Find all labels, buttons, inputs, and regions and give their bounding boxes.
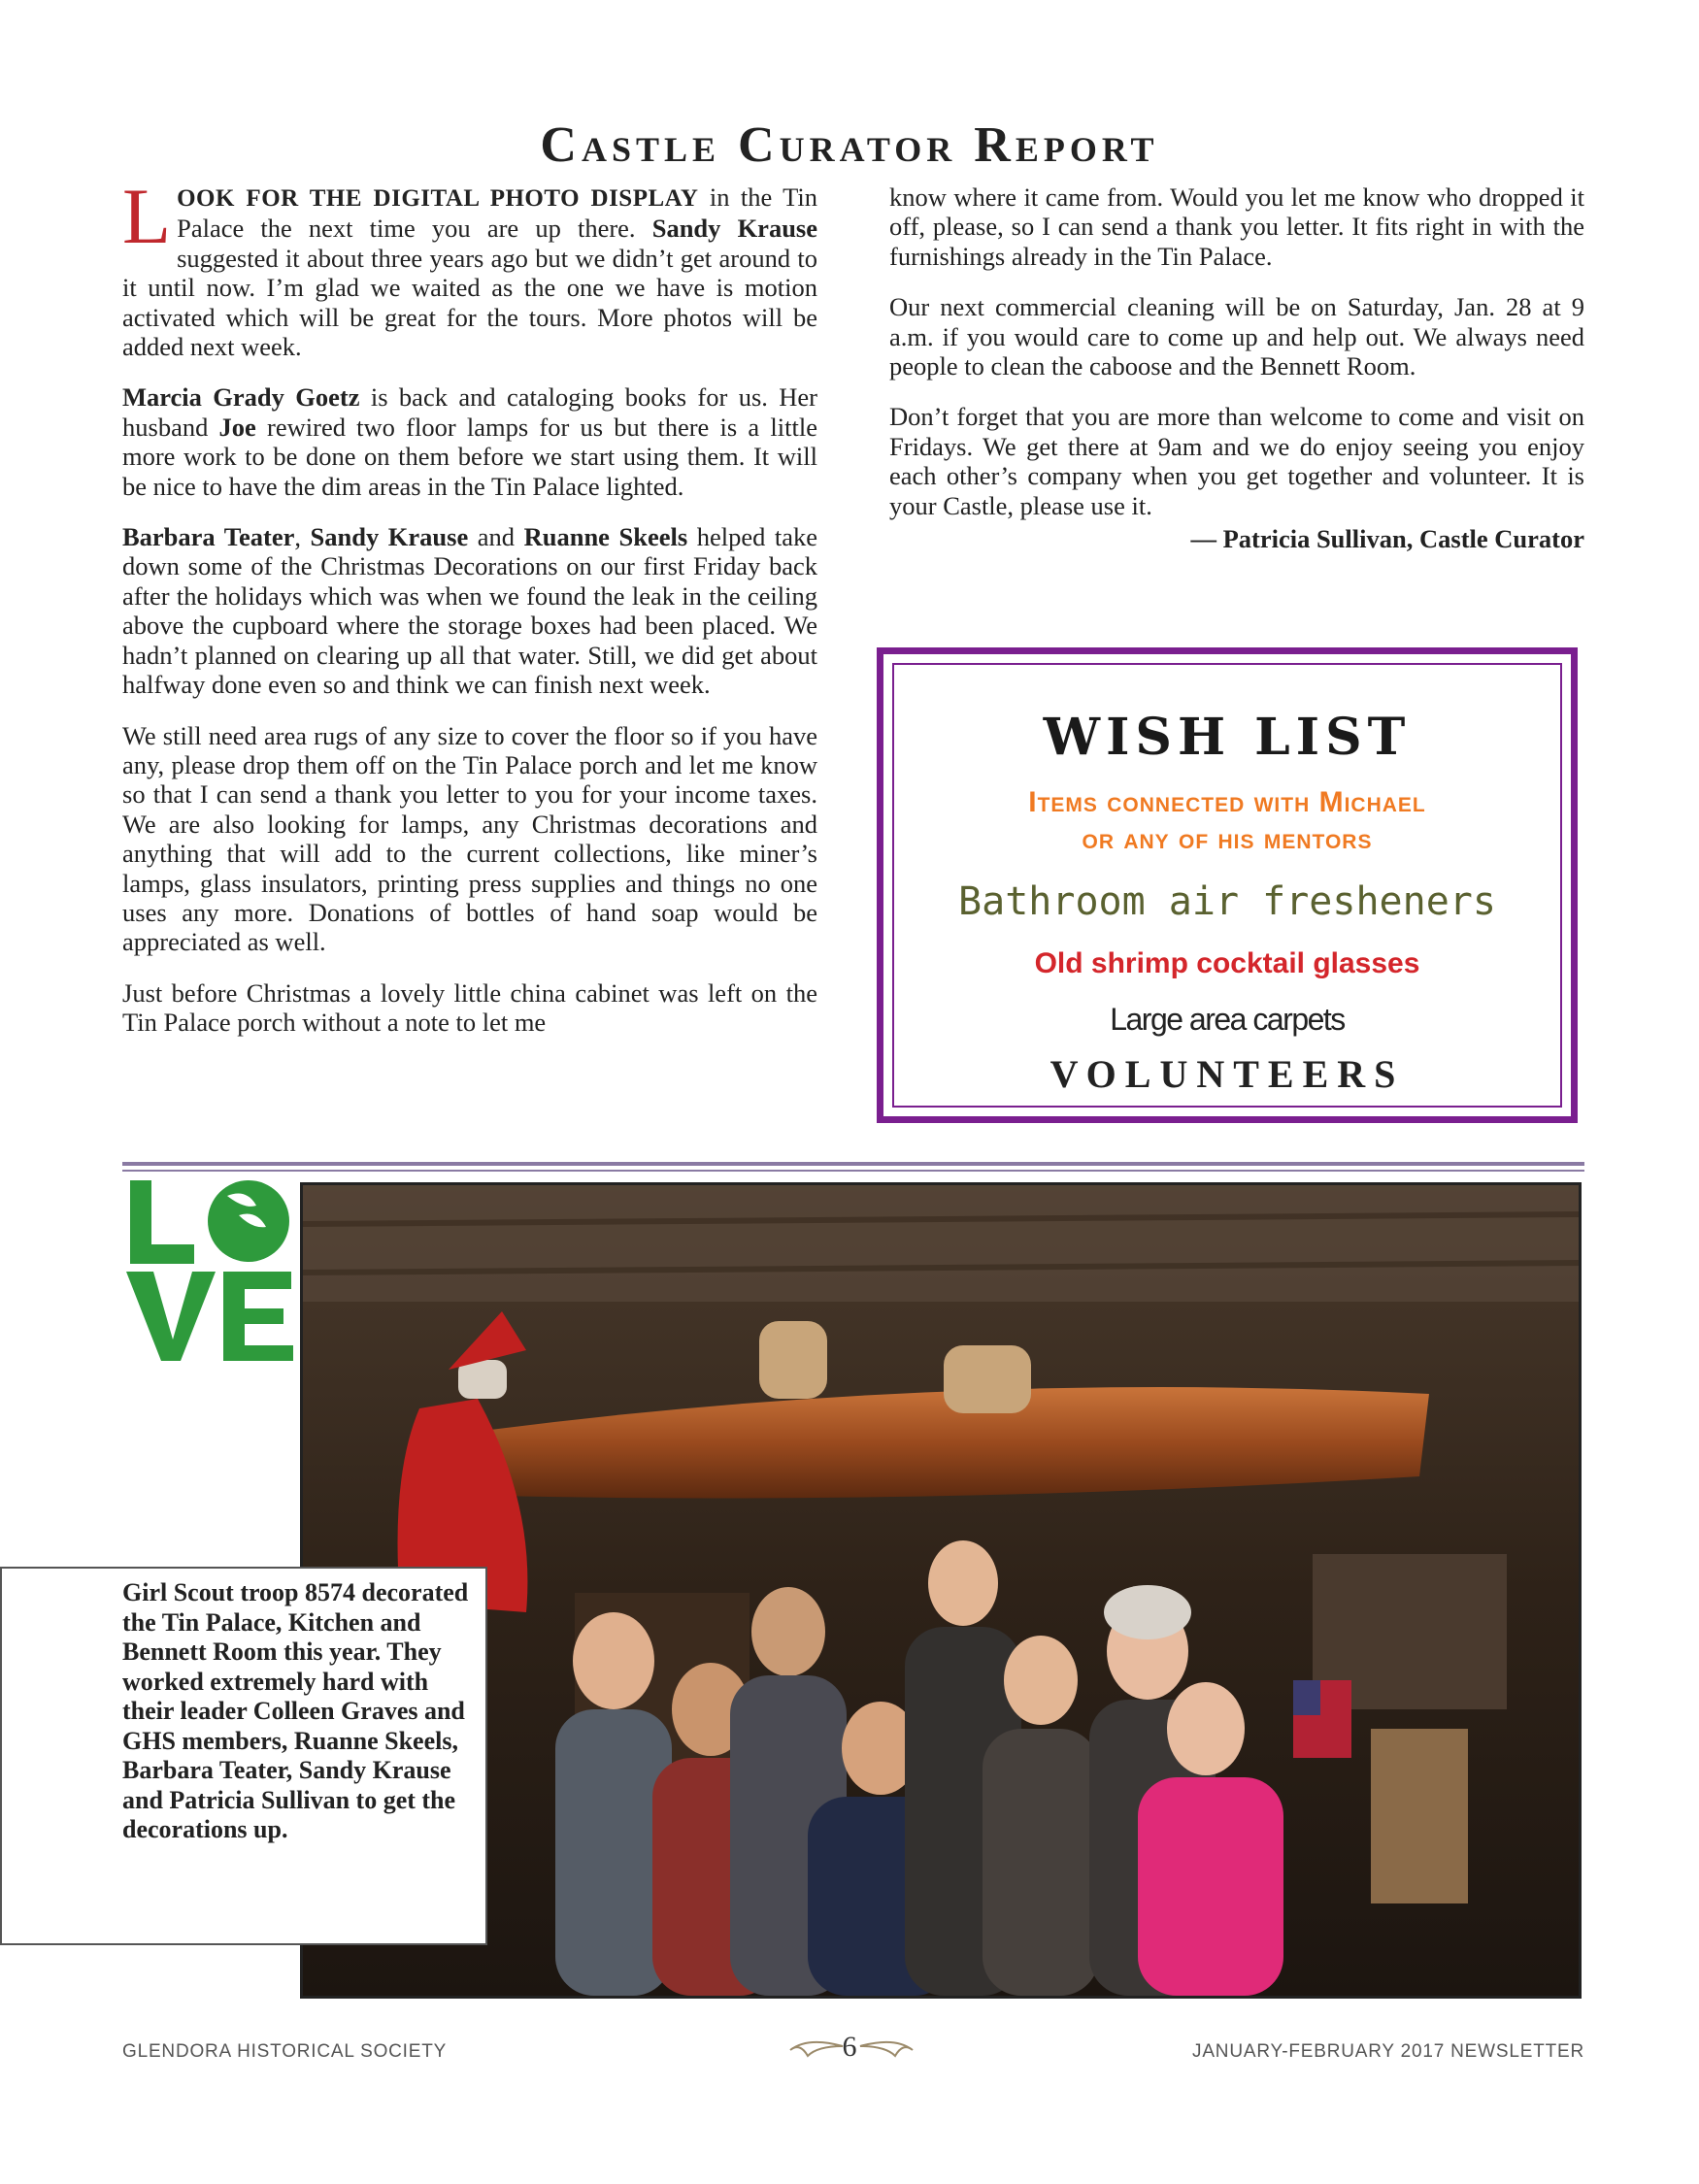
paragraph: know where it came from. Would you let me know who dropped it off, please, so I can send a thank you letter. It fits right in with the furnishings already in the Tin Palace. <box>889 182 1584 271</box>
photo-scene <box>303 1185 1579 1996</box>
wish-item-michael <box>894 784 1560 858</box>
drop-cap: L <box>122 172 172 260</box>
wish-list-title: WISH LIST <box>1043 708 1412 767</box>
paragraph: We still need area rugs of any size to cover the floor so if you have any, please drop them off on the Tin Palace porch and let me know so that I can send a thank you letter to you for your income taxes. We are also looking for lamps, any Christmas decorations and anything that will add to the current collections, like miner’s lamps, glass insulators, printing press supplies and things no one uses any more. Donations of bottles of hand soap would be appreciated as well. <box>122 720 817 957</box>
footer-issue: JANUARY-FEBRUARY 2017 NEWSLETTER <box>1192 2041 1584 2062</box>
wish-item-volunteers: VOLUNTEERS <box>1049 1052 1405 1096</box>
footer-society: GLENDORA HISTORICAL SOCIETY <box>122 2041 448 2062</box>
wish-item-glasses: Old shrimp cocktail glasses <box>1034 947 1420 979</box>
person-name: Sandy Krause <box>310 522 469 552</box>
paragraph <box>122 172 818 362</box>
wish-item-carpets: Large area carpets <box>1110 1002 1345 1037</box>
wish-list-inner <box>892 663 1562 1108</box>
text: helped take down some of the Christmas Decorations on our first Friday back after the holidays which was when we found the leak in the ceiling above the cupboard where the storage boxes had been placed. We hadn’t planned on clearing up all that water. Still, we did get about halfway done even so and think we can finish next week. <box>122 522 818 700</box>
paragraph: Just before Christmas a lovely little china cabinet was left on the Tin Palace porch without a note to let me <box>122 977 817 1038</box>
text: suggested it about three years ago but we didn’t get around to it until now. I’m glad we waited as the one we have is motion activated which will be great for the tours. More photos will be added next week. <box>122 243 817 362</box>
person-name: Joe <box>218 412 256 442</box>
text: and <box>468 522 524 552</box>
text: , <box>294 522 311 552</box>
person-name: Ruanne Skeels <box>523 522 688 552</box>
group-photo-image <box>300 1182 1582 1999</box>
text: rewired two floor lamps for us but there is a little more work to be done on them before we start using them. It will be nice to have the dim areas in the Tin Palace lighted. <box>122 412 817 501</box>
photo-caption: Girl Scout troop 8574 decorated the Tin Palace, Kitchen and Bennett Room this year. They worked extremely hard with their leader Colleen Graves and GHS members, Ruanne Skeels, Barbara Teater, Sandy Krause and Patricia Sullivan to get the decorations up. <box>122 1578 469 1843</box>
person-name: Marcia Grady Goetz <box>122 382 360 413</box>
love-logo-icon <box>122 1178 297 1363</box>
wish-item-line: or any of his mentors <box>1082 823 1373 855</box>
paragraph: Don’t forget that you are more than welcome to come and visit on Fridays. We get there at 9am and we do enjoy seeing you enjoy each other’s company when you get together and volunteer. It is your Castle, please use it. <box>889 402 1584 520</box>
wish-list-box <box>877 647 1578 1123</box>
signature: — Patricia Sullivan, Castle Curator <box>1190 524 1584 554</box>
flourish-right-icon <box>858 2035 915 2060</box>
wish-item-fresheners: Bathroom air fresheners <box>958 879 1496 924</box>
wish-item-line: Items connected with Michael <box>1028 786 1426 818</box>
paragraph: Our next commercial cleaning will be on Saturday, Jan. 28 at 9 a.m. if you would care to come up and help out. We always need people to clean the caboose and the Bennett Room. <box>889 292 1584 381</box>
paragraph <box>122 382 817 501</box>
lead-in: OOK FOR THE DIGITAL PHOTO DISPLAY <box>177 185 699 212</box>
person-name: Barbara Teater <box>122 522 295 552</box>
text: is back and cataloging books for us. Her husband <box>122 382 817 442</box>
divider-rule <box>122 1170 1584 1172</box>
paragraph <box>122 522 817 699</box>
right-column <box>889 182 1584 553</box>
person-name: Sandy Krause <box>651 214 818 244</box>
page-title: Castle Curator Report <box>540 117 1159 173</box>
divider-rule <box>122 1162 1584 1166</box>
left-column <box>122 172 818 1059</box>
text: in the Tin Palace the next time you are up there. <box>177 182 817 244</box>
page-number: 6 <box>842 2031 857 2063</box>
